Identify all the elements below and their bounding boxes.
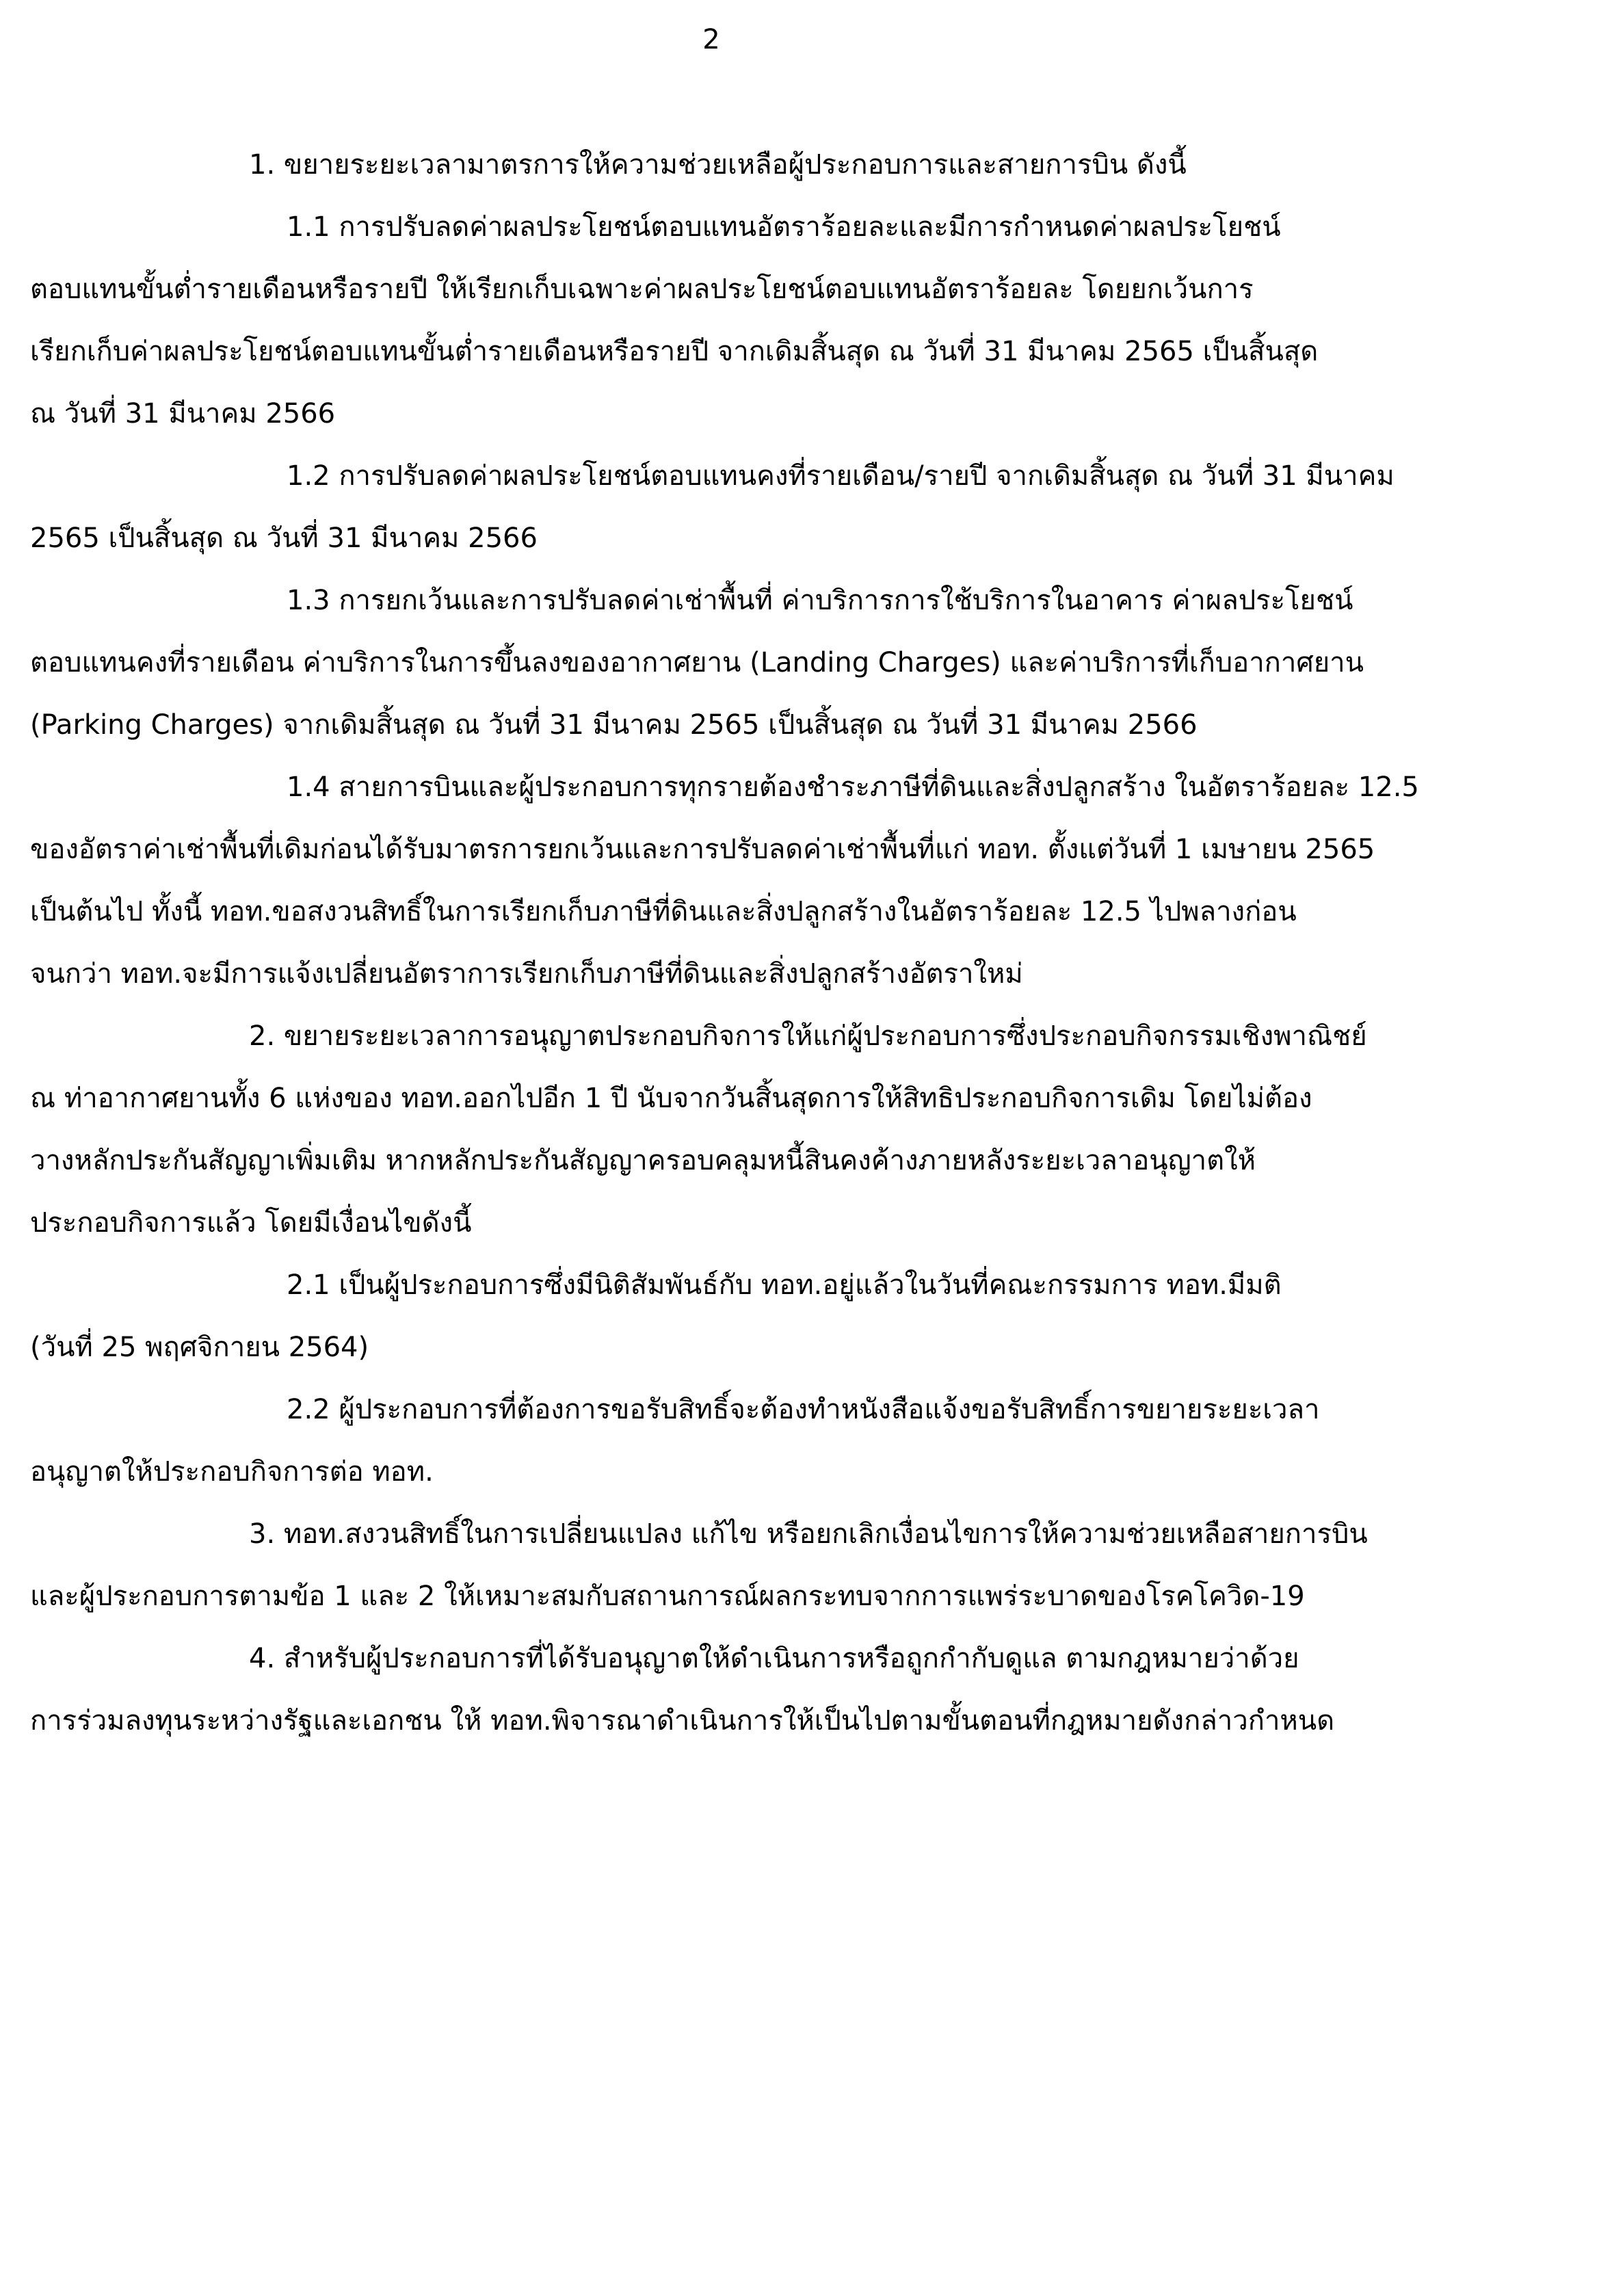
text-line: การร่วมลงทุนระหว่างรัฐและเอกชน ให้ ทอท.พิจารณาดำเนินการให้เป็นไปตามขั้นตอนที่กฎหมายดังกล่าวกำหนด [30, 1705, 1335, 1737]
text-line: 3. ทอท.สงวนสิทธิ์ในการเปลี่ยนแปลง แก้ไข หรือยกเลิกเงื่อนไขการให้ความช่วยเหลือสายการบิน [249, 1518, 1368, 1550]
text-line: ประกอบกิจการแล้ว โดยมีเงื่อนไขดังนี้ [30, 1207, 472, 1239]
text-line: 2565 เป็นสิ้นสุด ณ วันที่ 31 มีนาคม 2566 [30, 523, 538, 554]
text-line: ณ วันที่ 31 มีนาคม 2566 [30, 398, 336, 430]
text-line: ของอัตราค่าเช่าพื้นที่เดิมก่อนได้รับมาตรการยกเว้นและการปรับลดค่าเช่าพื้นที่แก่ ทอท. ตั้งแต่วันที่ 1 เมษายน 2565 [30, 834, 1375, 865]
text-line: 1. ขยายระยะเวลามาตรการให้ความช่วยเหลือผู้ประกอบการและสายการบิน ดังนี้ [249, 149, 1187, 181]
text-line: 1.1 การปรับลดค่าผลประโยชน์ตอบแทนอัตราร้อยละและมีการกำหนดค่าผลประโยชน์ [287, 211, 1281, 243]
text-line: 2.1 เป็นผู้ประกอบการซึ่งมีนิติสัมพันธ์กับ ทอท.อยู่แล้วในวันที่คณะกรรมการ ทอท.มีมติ [287, 1269, 1282, 1301]
body-text [30, 134, 1521, 1752]
text-line: และผู้ประกอบการตามข้อ 1 และ 2 ให้เหมาะสมกับสถานการณ์ผลกระทบจากการแพร่ระบาดของโรคโควิด-19 [30, 1581, 1305, 1612]
text-line: ตอบแทนคงที่รายเดือน ค่าบริการในการขึ้นลงของอากาศยาน (Landing Charges) และค่าบริการที่เก็บอากาศยาน [30, 647, 1364, 678]
text-line: จนกว่า ทอท.จะมีการแจ้งเปลี่ยนอัตราการเรียกเก็บภาษีที่ดินและสิ่งปลูกสร้างอัตราใหม่ [30, 958, 1023, 990]
text-line: อนุญาตให้ประกอบกิจการต่อ ทอท. [30, 1456, 434, 1488]
text-line: ณ ท่าอากาศยานทั้ง 6 แห่งของ ทอท.ออกไปอีก 1 ปี นับจากวันสิ้นสุดการให้สิทธิประกอบกิจการเดิม โดยไม่ต้อง [30, 1083, 1312, 1114]
page-number: 2 [702, 24, 720, 55]
text-line: เป็นต้นไป ทั้งนี้ ทอท.ขอสงวนสิทธิ์ในการเรียกเก็บภาษีที่ดินและสิ่งปลูกสร้างในอัตราร้อยละ 12.5 ไปพลางก่อน [30, 896, 1297, 927]
text-line: 4. สำหรับผู้ประกอบการที่ได้รับอนุญาตให้ดำเนินการหรือถูกกำกับดูแล ตามกฎหมายว่าด้วย [249, 1643, 1299, 1674]
text-line: เรียกเก็บค่าผลประโยชน์ตอบแทนขั้นต่ำรายเดือนหรือรายปี จากเดิมสิ้นสุด ณ วันที่ 31 มีนาคม 2565 เป็นสิ้นสุด [30, 336, 1319, 367]
text-line: 2.2 ผู้ประกอบการที่ต้องการขอรับสิทธิ์จะต้องทำหนังสือแจ้งขอรับสิทธิ์การขยายระยะเวลา [287, 1394, 1320, 1425]
text-line: 1.3 การยกเว้นและการปรับลดค่าเช่าพื้นที่ ค่าบริการการใช้บริการในอาคาร ค่าผลประโยชน์ [287, 585, 1353, 616]
text-line: (วันที่ 25 พฤศจิกายน 2564) [30, 1332, 369, 1363]
text-line: 1.4 สายการบินและผู้ประกอบการทุกรายต้องชำระภาษีที่ดินและสิ่งปลูกสร้าง ในอัตราร้อยละ 12.5 [287, 771, 1419, 803]
text-line: 2. ขยายระยะเวลาการอนุญาตประกอบกิจการให้แก่ผู้ประกอบการซึ่งประกอบกิจกรรมเชิงพาณิชย์ [249, 1020, 1367, 1052]
text-line: ตอบแทนขั้นต่ำรายเดือนหรือรายปี ให้เรียกเก็บเฉพาะค่าผลประโยชน์ตอบแทนอัตราร้อยละ โดยยกเว้นการ [30, 274, 1254, 305]
text-line: (Parking Charges) จากเดิมสิ้นสุด ณ วันที่ 31 มีนาคม 2565 เป็นสิ้นสุด ณ วันที่ 31 มีนาคม 2566 [30, 709, 1198, 741]
text-line: วางหลักประกันสัญญาเพิ่มเติม หากหลักประกันสัญญาครอบคลุมหนี้สินคงค้างภายหลังระยะเวลาอนุญาตให้ [30, 1145, 1256, 1176]
text-line: 1.2 การปรับลดค่าผลประโยชน์ตอบแทนคงที่รายเดือน/รายปี จากเดิมสิ้นสุด ณ วันที่ 31 มีนาคม [287, 460, 1395, 492]
